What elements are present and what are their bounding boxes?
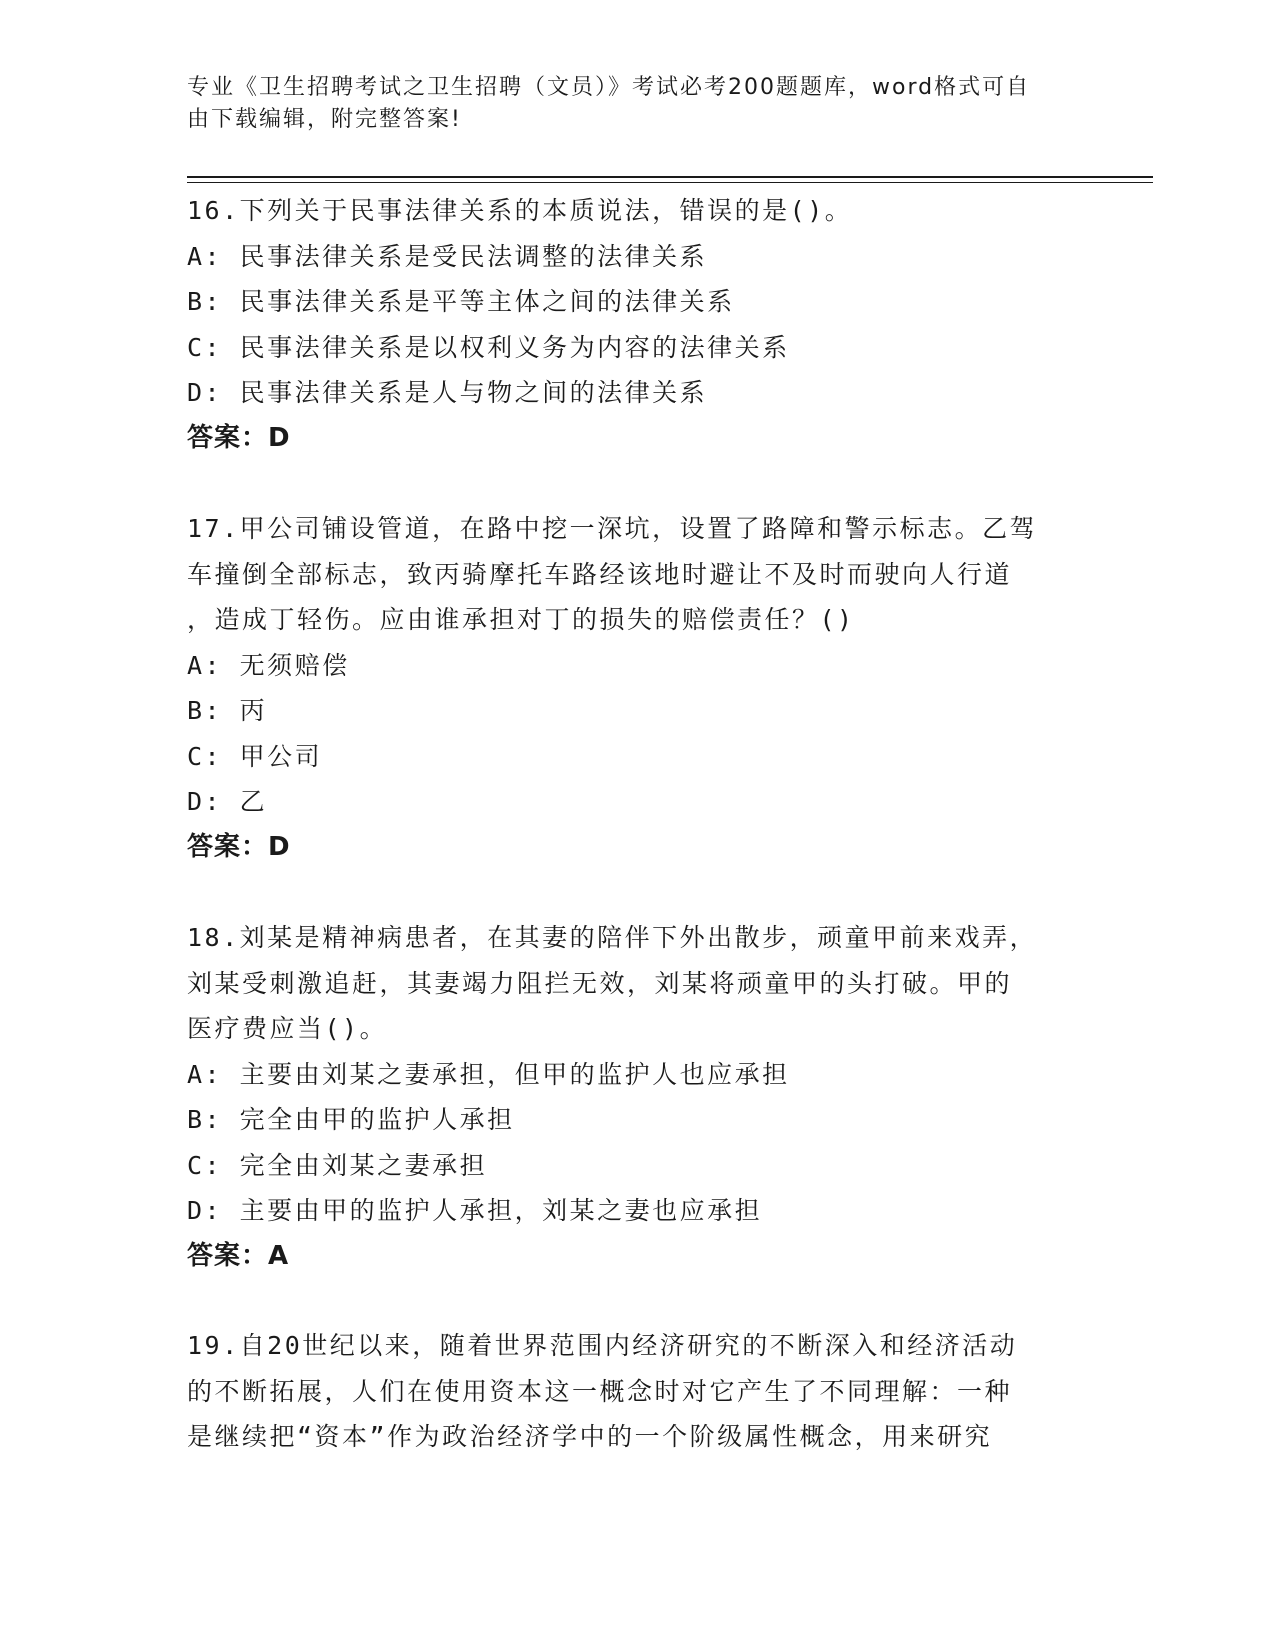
option-a: A: 主要由刘某之妻承担，但甲的监护人也应承担 <box>187 1059 790 1089</box>
option-b: B: 民事法律关系是平等主体之间的法律关系 <box>187 287 735 316</box>
stem-line: 17.甲公司铺设管道，在路中挖一深坑，设置了路障和警示标志。乙驾 <box>187 514 1038 543</box>
option-c: C: 完全由刘某之妻承担 <box>187 1150 488 1180</box>
question-19 <box>187 1323 1087 1460</box>
header-rule-thick <box>187 176 1153 178</box>
answer: 答案：A <box>187 1240 290 1271</box>
stem-line: 医疗费应当()。 <box>187 1014 388 1043</box>
stem-line: 16.下列关于民事法律关系的本质说法，错误的是()。 <box>187 196 853 225</box>
header-rule-thin <box>187 182 1153 183</box>
stem-line: 是继续把“资本”作为政治经济学中的一个阶级属性概念，用来研究 <box>187 1422 993 1451</box>
stem-line: 刘某受刺激追赶，其妻竭力阻拦无效，刘某将顽童甲的头打破。甲的 <box>187 968 1013 998</box>
stem-line: 18.刘某是精神病患者，在其妻的陪伴下外出散步，顽童甲前来戏弄， <box>187 923 1038 952</box>
question-stem <box>187 915 1087 1052</box>
header-line-2: 由下载编辑，附完整答案! <box>187 107 462 132</box>
option-c: C: 民事法律关系是以权利义务为内容的法律关系 <box>187 332 790 362</box>
question-18 <box>187 915 1087 1279</box>
question-17 <box>187 506 1087 870</box>
stem-line: 19.自20世纪以来，随着世界范围内经济研究的不断深入和经济活动 <box>187 1331 1018 1360</box>
stem-line: 的不断拓展，人们在使用资本这一概念时对它产生了不同理解：一种 <box>187 1376 1013 1406</box>
stem-line: 车撞倒全部标志，致丙骑摩托车路经该地时避让不及时而驶向人行道 <box>187 559 1013 589</box>
stem-line: ，造成丁轻伤。应由谁承担对丁的损失的赔偿责任？() <box>187 605 855 634</box>
document-header <box>187 72 1067 136</box>
option-d: D: 民事法律关系是人与物之间的法律关系 <box>187 378 708 407</box>
question-stem <box>187 506 1087 643</box>
question-stem <box>187 188 1087 234</box>
answer: 答案：D <box>187 831 291 862</box>
option-c: C: 甲公司 <box>187 741 323 771</box>
option-a: A: 无须赔偿 <box>187 650 350 680</box>
option-b: B: 丙 <box>187 696 268 725</box>
question-stem <box>187 1323 1087 1460</box>
option-b: B: 完全由甲的监护人承担 <box>187 1105 515 1134</box>
question-16 <box>187 188 1087 461</box>
header-line-1: 专业《卫生招聘考试之卫生招聘（文员）》考试必考200题题库，word格式可自 <box>187 75 1031 100</box>
option-d: D: 乙 <box>187 787 268 816</box>
option-a: A: 民事法律关系是受民法调整的法律关系 <box>187 241 708 271</box>
answer: 答案：D <box>187 422 291 453</box>
option-d: D: 主要由甲的监护人承担，刘某之妻也应承担 <box>187 1196 763 1225</box>
